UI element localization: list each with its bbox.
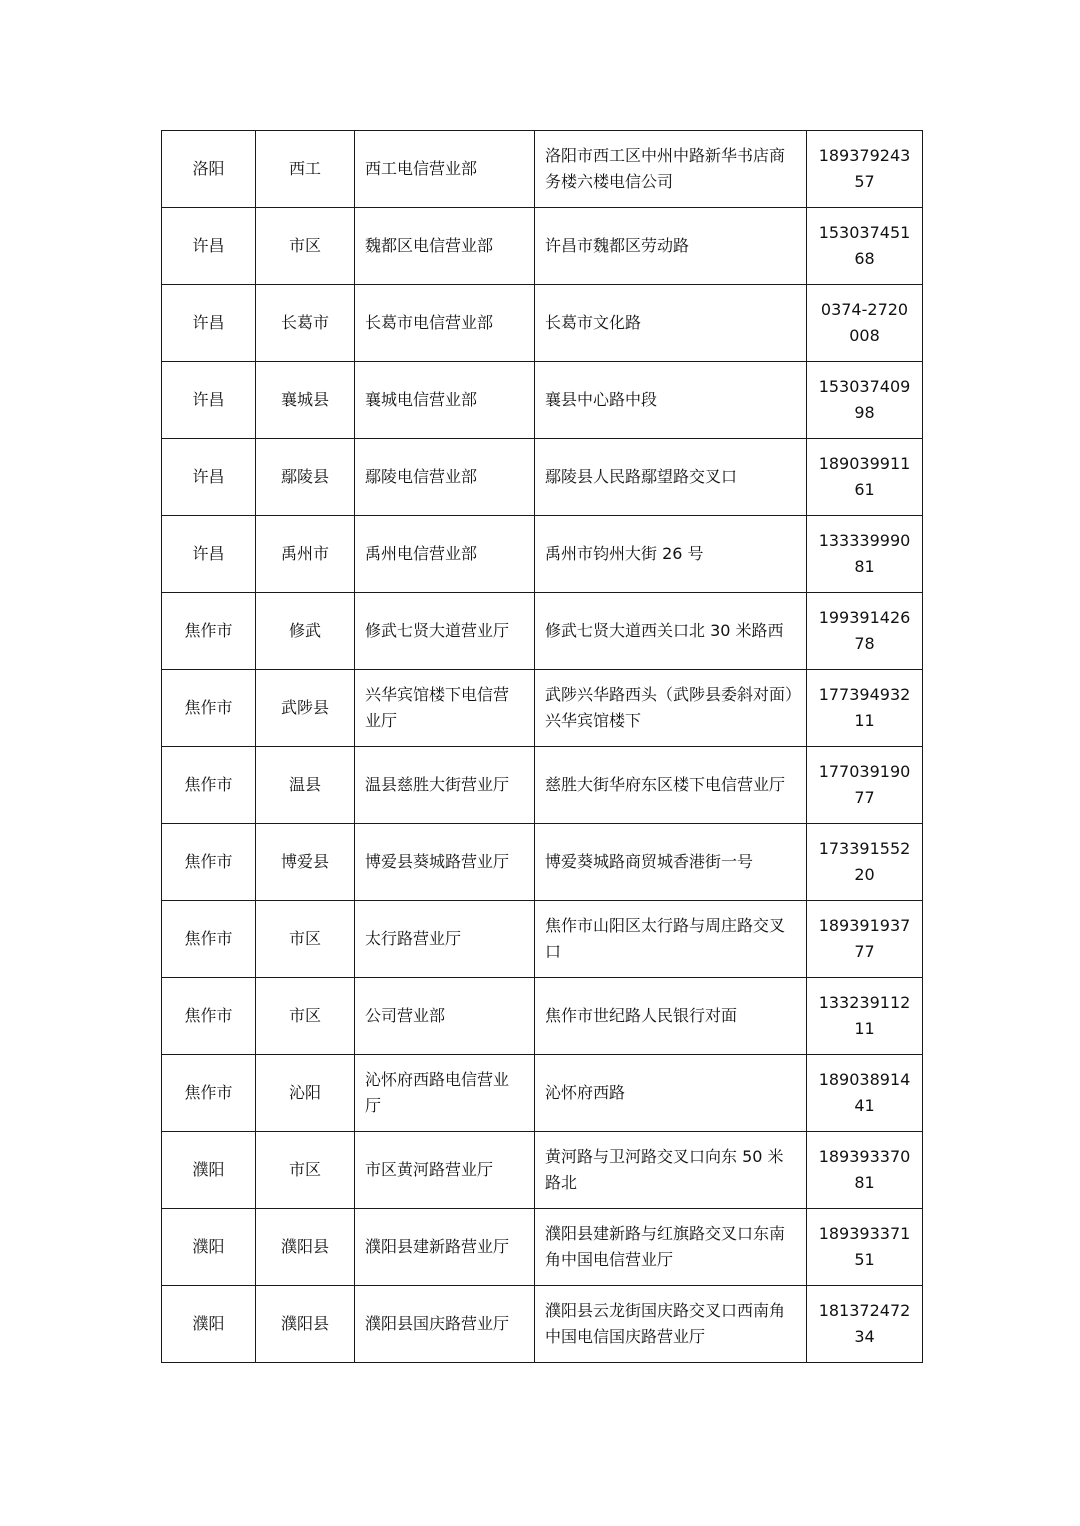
address-cell: 黄河路与卫河路交叉口向东 50 米路北	[535, 1132, 807, 1209]
address-cell: 慈胜大街华府东区楼下电信营业厅	[535, 747, 807, 824]
address-cell: 濮阳县建新路与红旗路交叉口东南角中国电信营业厅	[535, 1209, 807, 1286]
table-row	[162, 978, 923, 1055]
city-cell: 许昌	[162, 285, 256, 362]
city-cell: 焦作市	[162, 1055, 256, 1132]
phone-cell: 18937924357	[807, 131, 923, 208]
city-cell: 焦作市	[162, 747, 256, 824]
district-cell: 温县	[256, 747, 355, 824]
phone-cell: 17703919077	[807, 747, 923, 824]
phone-cell: 17739493211	[807, 670, 923, 747]
store-name-cell: 市区黄河路营业厅	[355, 1132, 535, 1209]
store-name-cell: 魏都区电信营业部	[355, 208, 535, 285]
city-cell: 焦作市	[162, 978, 256, 1055]
phone-cell: 18939193777	[807, 901, 923, 978]
address-cell: 焦作市世纪路人民银行对面	[535, 978, 807, 1055]
district-cell: 市区	[256, 901, 355, 978]
phone-cell: 18903891441	[807, 1055, 923, 1132]
city-cell: 濮阳	[162, 1132, 256, 1209]
store-name-cell: 太行路营业厅	[355, 901, 535, 978]
table-row	[162, 208, 923, 285]
district-cell: 沁阳	[256, 1055, 355, 1132]
phone-cell: 15303745168	[807, 208, 923, 285]
address-cell: 濮阳县云龙街国庆路交叉口西南角中国电信国庆路营业厅	[535, 1286, 807, 1363]
phone-cell: 19939142678	[807, 593, 923, 670]
store-name-cell: 温县慈胜大街营业厅	[355, 747, 535, 824]
district-cell: 修武	[256, 593, 355, 670]
phone-cell: 0374-2720008	[807, 285, 923, 362]
address-cell: 鄢陵县人民路鄢望路交叉口	[535, 439, 807, 516]
store-name-cell: 公司营业部	[355, 978, 535, 1055]
table-row	[162, 362, 923, 439]
store-name-cell: 博爱县葵城路营业厅	[355, 824, 535, 901]
store-name-cell: 禹州电信营业部	[355, 516, 535, 593]
store-name-cell: 兴华宾馆楼下电信营业厅	[355, 670, 535, 747]
table-row	[162, 901, 923, 978]
table-row	[162, 593, 923, 670]
phone-cell: 17339155220	[807, 824, 923, 901]
district-cell: 博爱县	[256, 824, 355, 901]
store-name-cell: 修武七贤大道营业厅	[355, 593, 535, 670]
address-cell: 洛阳市西工区中州中路新华书店商务楼六楼电信公司	[535, 131, 807, 208]
store-table-body	[162, 131, 923, 1363]
district-cell: 濮阳县	[256, 1286, 355, 1363]
phone-cell: 18903991161	[807, 439, 923, 516]
city-cell: 洛阳	[162, 131, 256, 208]
phone-cell: 15303740998	[807, 362, 923, 439]
table-row	[162, 747, 923, 824]
table-row	[162, 1055, 923, 1132]
phone-cell: 18939337081	[807, 1132, 923, 1209]
table-row	[162, 1286, 923, 1363]
store-name-cell: 濮阳县国庆路营业厅	[355, 1286, 535, 1363]
district-cell: 禹州市	[256, 516, 355, 593]
phone-cell: 18137247234	[807, 1286, 923, 1363]
district-cell: 鄢陵县	[256, 439, 355, 516]
address-cell: 修武七贤大道西关口北 30 米路西	[535, 593, 807, 670]
city-cell: 焦作市	[162, 593, 256, 670]
address-cell: 禹州市钧州大街 26 号	[535, 516, 807, 593]
city-cell: 焦作市	[162, 901, 256, 978]
district-cell: 市区	[256, 208, 355, 285]
address-cell: 博爱葵城路商贸城香港街一号	[535, 824, 807, 901]
address-cell: 许昌市魏都区劳动路	[535, 208, 807, 285]
city-cell: 许昌	[162, 516, 256, 593]
store-name-cell: 濮阳县建新路营业厅	[355, 1209, 535, 1286]
store-name-cell: 沁怀府西路电信营业厅	[355, 1055, 535, 1132]
store-name-cell: 襄城电信营业部	[355, 362, 535, 439]
table-row	[162, 1132, 923, 1209]
table-row	[162, 439, 923, 516]
table-row	[162, 516, 923, 593]
district-cell: 濮阳县	[256, 1209, 355, 1286]
district-cell: 市区	[256, 1132, 355, 1209]
store-table	[161, 130, 923, 1363]
city-cell: 许昌	[162, 439, 256, 516]
city-cell: 濮阳	[162, 1286, 256, 1363]
address-cell: 沁怀府西路	[535, 1055, 807, 1132]
address-cell: 武陟兴华路西头（武陟县委斜对面）兴华宾馆楼下	[535, 670, 807, 747]
district-cell: 武陟县	[256, 670, 355, 747]
district-cell: 西工	[256, 131, 355, 208]
city-cell: 濮阳	[162, 1209, 256, 1286]
table-row	[162, 285, 923, 362]
phone-cell: 13333999081	[807, 516, 923, 593]
address-cell: 襄县中心路中段	[535, 362, 807, 439]
phone-cell: 18939337151	[807, 1209, 923, 1286]
district-cell: 襄城县	[256, 362, 355, 439]
city-cell: 许昌	[162, 362, 256, 439]
table-row	[162, 1209, 923, 1286]
city-cell: 焦作市	[162, 670, 256, 747]
address-cell: 长葛市文化路	[535, 285, 807, 362]
table-row	[162, 131, 923, 208]
district-cell: 市区	[256, 978, 355, 1055]
store-name-cell: 长葛市电信营业部	[355, 285, 535, 362]
district-cell: 长葛市	[256, 285, 355, 362]
table-row	[162, 670, 923, 747]
city-cell: 焦作市	[162, 824, 256, 901]
store-name-cell: 鄢陵电信营业部	[355, 439, 535, 516]
store-name-cell: 西工电信营业部	[355, 131, 535, 208]
address-cell: 焦作市山阳区太行路与周庄路交叉口	[535, 901, 807, 978]
phone-cell: 13323911211	[807, 978, 923, 1055]
table-row	[162, 824, 923, 901]
city-cell: 许昌	[162, 208, 256, 285]
